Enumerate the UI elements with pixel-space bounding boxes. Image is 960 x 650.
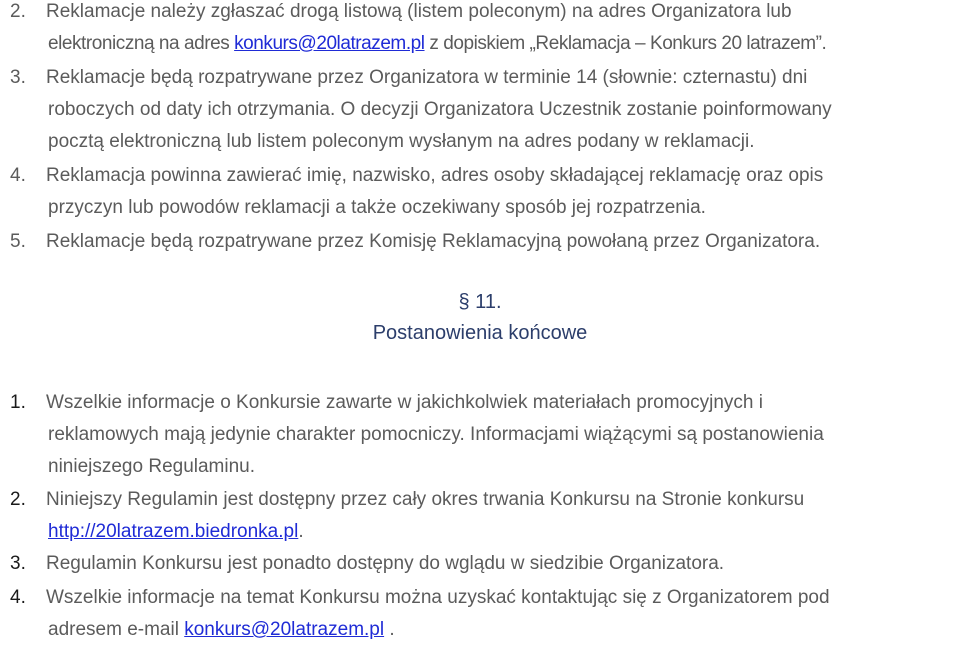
item-text: Wszelkie informacje o Konkursie zawarte w jakichkolwiek materiałach promocyjnych i [46,392,763,413]
final-item-3 [10,548,954,580]
item-number: 2. [10,489,26,510]
item-text: reklamowych mają jedynie charakter pomocniczy. Informacjami wiążącymi są postanowienia [48,424,824,445]
website-link[interactable]: http://20latrazem.biedronka.pl [48,521,299,542]
complaint-item-3 [10,62,954,158]
section-number: § 11. [458,291,502,313]
item-text: Regulamin Konkursu jest ponadto dostępny do wglądu w siedzibie Organizatora. [46,553,725,574]
item-text: niniejszego Regulaminu. [48,456,256,477]
email-link[interactable]: konkurs@20latrazem.pl [184,619,385,640]
email-link[interactable]: konkurs@20latrazem.pl [234,33,425,54]
item-text: Niniejszy Regulamin jest dostępny przez cały okres trwania Konkursu na Stronie konkursu [46,489,805,510]
final-item-2 [10,484,954,548]
item-text: Reklamacja powinna zawierać imię, nazwisko, adres osoby składającej reklamację oraz opis [46,165,824,186]
final-item-1 [10,387,954,483]
item-text: adresem e-mail [48,619,185,640]
item-number: 4. [10,165,26,186]
item-number: 3. [10,553,26,574]
section-title: Postanowienia końcowe [372,322,588,344]
item-text: . [384,619,395,640]
item-text: . [298,521,304,542]
item-number: 5. [10,231,26,252]
item-number: 4. [10,587,26,608]
item-text: elektroniczną na adres [48,33,235,54]
complaint-item-4 [10,160,954,224]
item-text: Reklamacje należy zgłaszać drogą listową (listem poleconym) na adres Organizatora lub [46,1,792,22]
complaint-item-5 [10,226,954,258]
item-number: 1. [10,392,26,413]
item-number: 2. [10,1,26,22]
item-text: Reklamacje będą rozpatrywane przez Komisję Reklamacyjną powołaną przez Organizatora. [46,231,821,252]
item-text: roboczych od daty ich otrzymania. O decyzji Organizatora Uczestnik zostanie poinformowany [48,99,832,120]
item-text: Reklamacje będą rozpatrywane przez Organizatora w terminie 14 (słownie: czternastu) dni [46,67,808,88]
complaint-item-2 [10,0,954,60]
item-text: przyczyn lub powodów reklamacji a także oczekiwany sposób jej rozpatrzenia. [48,197,706,218]
item-text: pocztą elektroniczną lub listem poleconym wysłanym na adres podany w reklamacji. [48,131,755,152]
item-number: 3. [10,67,26,88]
item-text: Wszelkie informacje na temat Konkursu można uzyskać kontaktując się z Organizatorem pod [46,587,830,608]
final-item-4 [10,582,954,646]
item-text: z dopiskiem „Reklamacja – Konkurs 20 latrazem”. [424,33,827,54]
